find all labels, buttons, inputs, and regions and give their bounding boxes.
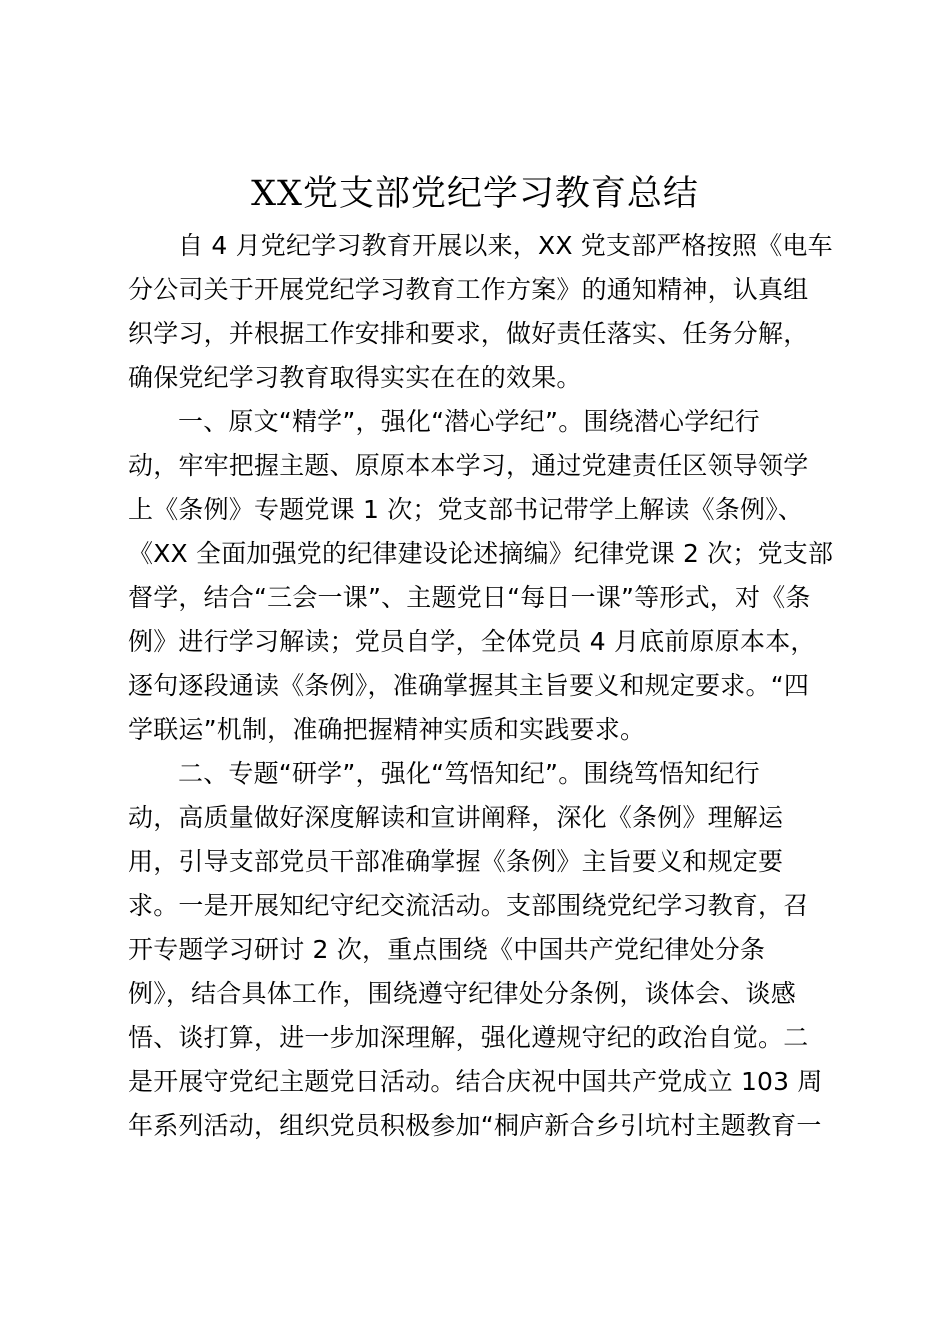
body-line: 学联运”机制，准确把握精神实质和实践要求。 (128, 715, 646, 744)
body-line: 上《条例》专题党课 1 次；党支部书记带学上解读《条例》、 (128, 495, 804, 524)
body-line: 开专题学习研讨 2 次，重点围绕《中国共产党纪律处分条 (128, 935, 766, 964)
body-line: 分公司关于开展党纪学习教育工作方案》的通知精神，认真组 (128, 275, 809, 304)
body-line: 《XX 全面加强党的纪律建设论述摘编》纪律党课 2 次；党支部 (128, 539, 834, 568)
body-line: 是开展守党纪主题党日活动。结合庆祝中国共产党成立 103 周 (128, 1067, 823, 1096)
body-line: 例》进行学习解读；党员自学，全体党员 4 月底前原原本本， (128, 627, 816, 656)
body-line: 用，引导支部党员干部准确掌握《条例》主旨要义和规定要 (128, 847, 784, 876)
body-line: 自 4 月党纪学习教育开展以来，XX 党支部严格按照《电车 (178, 231, 833, 260)
body-line: 动，牢牢把握主题、原原本本学习，通过党建责任区领导领学 (128, 451, 809, 480)
document-title: XX党支部党纪学习教育总结 (251, 174, 699, 214)
body-line: 求。一是开展知纪守纪交流活动。支部围绕党纪学习教育，召 (128, 891, 809, 920)
section-heading-line: 一、原文“精学”，强化“潜心学纪”。围绕潜心学纪行 (178, 407, 760, 436)
body-line: 年系列活动，组织党员积极参加“桐庐新合乡引坑村主题教育一 (128, 1111, 822, 1140)
body-line: 例》，结合具体工作，围绕遵守纪律处分条例，谈体会、谈感 (128, 979, 796, 1008)
body-line: 织学习，并根据工作安排和要求，做好责任落实、任务分解， (128, 319, 809, 348)
body-line: 确保党纪学习教育取得实实在在的效果。 (128, 363, 582, 392)
body-line: 逐句逐段通读《条例》，准确掌握其主旨要义和规定要求。“四 (128, 671, 810, 700)
section-heading-line: 二、专题“研学”，强化“笃悟知纪”。围绕笃悟知纪行 (178, 759, 760, 788)
body-line: 悟、谈打算，进一步加深理解，强化遵规守纪的政治自觉。二 (128, 1023, 809, 1052)
body-line: 动，高质量做好深度解读和宣讲阐释，深化《条例》理解运 (128, 803, 784, 832)
body-line: 督学，结合“三会一课”、主题党日“每日一课”等形式，对《条 (128, 583, 811, 612)
